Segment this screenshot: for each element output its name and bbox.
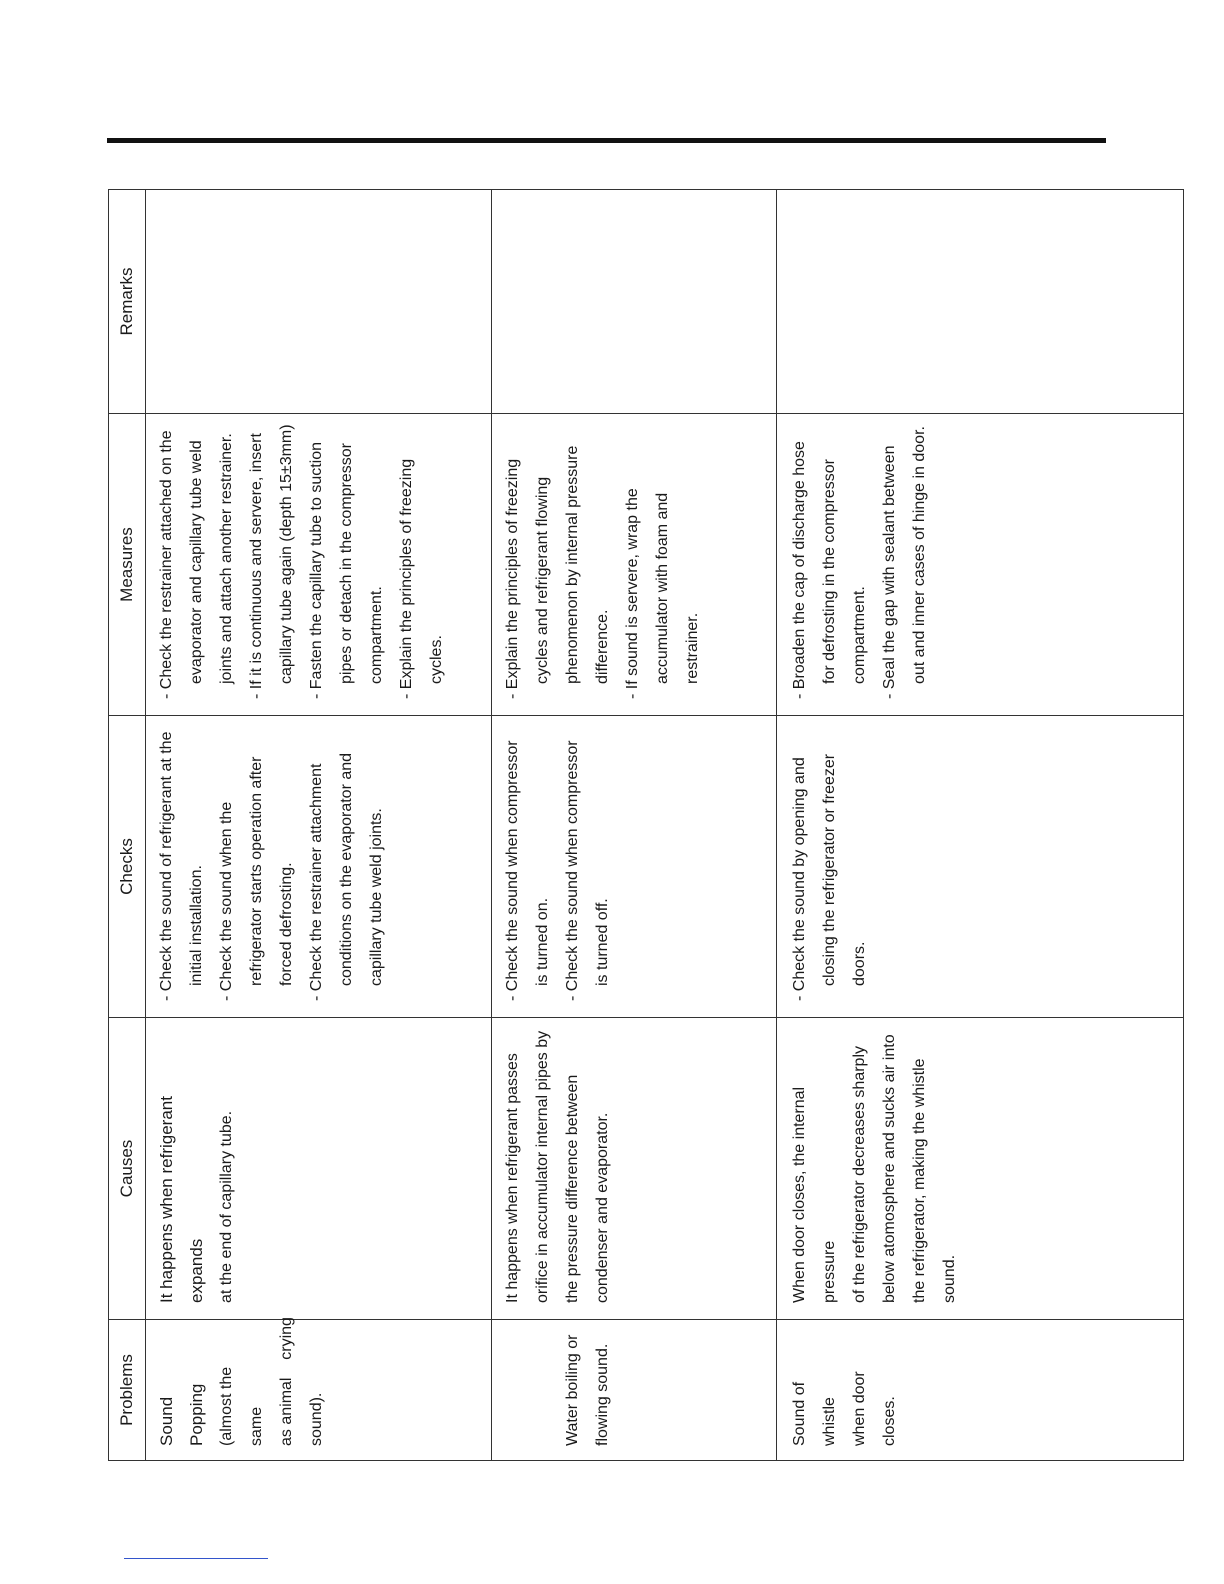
troubleshooting-table (108, 189, 1184, 1461)
measure-item: - Fasten the capillary tube to suction pipes or detach in the compressor compartment. (308, 441, 385, 699)
measure-item: - Broaden the cap of discharge hose for defrosting in the compressor compartment. (791, 441, 868, 699)
problem-line: Sound of whistle (791, 1381, 838, 1446)
cause-cell (146, 1018, 492, 1320)
check-item: - Check the restrainer attachment conditions on the evaporator and capillary tube weld joints. (308, 752, 385, 1001)
header-remarks: Remarks (109, 190, 146, 414)
remarks-cell (492, 190, 777, 414)
problem-cell (492, 1320, 777, 1461)
checks-cell (777, 716, 1184, 1018)
cause-line: sound. (941, 1254, 958, 1303)
problem-line: when door (851, 1371, 868, 1446)
header-causes: Causes (109, 1018, 146, 1320)
check-item: - Check the sound when compressor is turned on. (504, 740, 551, 1001)
remarks-cell (777, 190, 1184, 414)
problem-line: as animal crying (278, 1317, 295, 1446)
header-row (109, 190, 146, 1461)
measure-item: - If sound is servere, wrap the accumulator with foam and restrainer. (624, 488, 701, 699)
problem-line: closes. (881, 1396, 898, 1446)
cause-line: When door closes, the internal pressure (791, 1086, 838, 1303)
checks-cell (146, 716, 492, 1018)
cause-line: orifice in accumulator internal pipes by (534, 1030, 551, 1303)
table-row (146, 190, 492, 1461)
header-checks: Checks (109, 716, 146, 1018)
check-item: - Check the sound by opening and closing the refrigerator or freezer doors. (791, 753, 868, 1001)
measures-cell (492, 414, 777, 716)
problem-line: (almost the same (218, 1366, 265, 1446)
cause-line: the pressure difference between (564, 1074, 581, 1303)
measures-cell (146, 414, 492, 716)
measure-item: - Check the restrainer attached on the evaporator and capillary tube weld joints and attach another restrainer. (158, 430, 235, 699)
check-item: - Check the sound when compressor is turned off. (564, 740, 611, 1001)
cause-cell (492, 1018, 777, 1320)
cause-line: at the end of capillary tube. (218, 1110, 235, 1303)
check-item: - Check the sound when the refrigerator starts operation after forced defrosting. (218, 756, 295, 1001)
cause-line: of the refrigerator decreases sharply (851, 1045, 868, 1303)
header-measures: Measures (109, 414, 146, 716)
problem-line: sound). (308, 1392, 325, 1446)
troubleshooting-table-rotated (108, 190, 1089, 1461)
problem-cell (777, 1320, 1184, 1461)
problem-line: flowing sound. (594, 1343, 611, 1446)
measure-item: - Explain the principles of freezing cycles. (398, 458, 445, 699)
measure-item: - If it is continuous and servere, insert capillary tube again (depth 15±3mm) (248, 424, 295, 699)
table-row (777, 190, 1184, 1461)
cause-line: It happens when refrigerant expands (157, 1096, 206, 1303)
cause-cell (777, 1018, 1184, 1320)
table-row (492, 190, 777, 1461)
check-item: - Check the sound of refrigerant at the initial installation. (158, 731, 205, 1001)
cause-line: the refrigerator, making the whistle (911, 1058, 928, 1303)
cause-line: below atomosphere and sucks air into (881, 1034, 898, 1303)
top-rule (107, 138, 1106, 143)
problem-line: Sound Popping (157, 1383, 206, 1446)
measure-item: - Seal the gap with sealant between out and inner cases of hinge in door. (881, 426, 928, 699)
cause-line: condenser and evaporator. (594, 1112, 611, 1303)
checks-cell (492, 716, 777, 1018)
problem-cell (146, 1317, 492, 1461)
footer-link-underline (124, 1558, 268, 1559)
problem-line: Water boiling or (564, 1334, 581, 1446)
measures-cell (777, 414, 1184, 716)
measure-item: - Explain the principles of freezing cycles and refrigerant flowing phenomenon by internal pressure difference. (504, 445, 611, 699)
remarks-cell (146, 190, 492, 414)
cause-line: It happens when refrigerant passes (504, 1053, 521, 1303)
header-problems: Problems (109, 1320, 146, 1461)
